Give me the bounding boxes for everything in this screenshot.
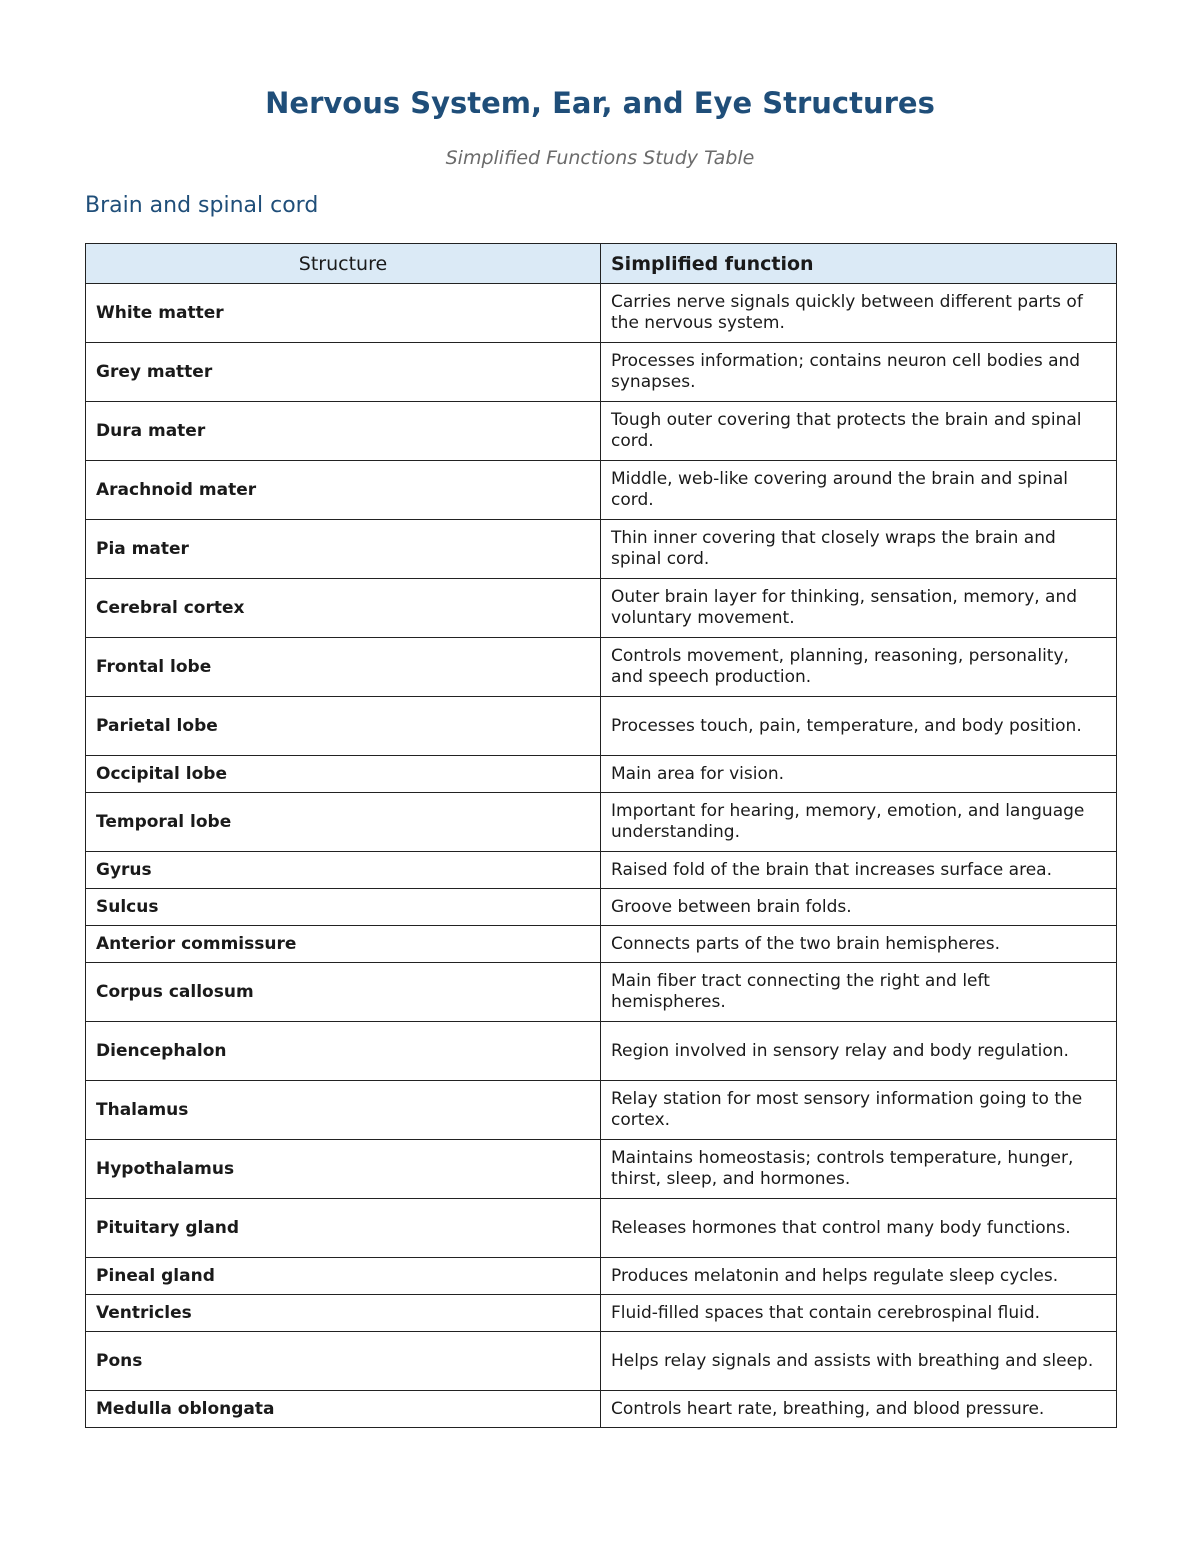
table-row [86,1081,1117,1140]
table-row [86,697,1117,756]
table-row [86,889,1117,926]
function-cell: Controls movement, planning, reasoning, personality, and speech production. [601,638,1117,697]
structure-cell: Diencephalon [86,1022,601,1081]
function-cell: Outer brain layer for thinking, sensation, memory, and voluntary movement. [601,579,1117,638]
structure-cell: Anterior commissure [86,926,601,963]
function-cell: Processes touch, pain, temperature, and body position. [601,697,1117,756]
section-heading: Brain and spinal cord [85,193,319,218]
table-row [86,1391,1117,1428]
structure-cell: Gyrus [86,852,601,889]
structure-cell: Grey matter [86,343,601,402]
function-cell: Tough outer covering that protects the brain and spinal cord. [601,402,1117,461]
structure-cell: Frontal lobe [86,638,601,697]
study-table [85,243,1117,1428]
structure-cell: Dura mater [86,402,601,461]
table-row [86,343,1117,402]
table-row [86,1022,1117,1081]
function-cell: Region involved in sensory relay and body regulation. [601,1022,1117,1081]
structure-cell: Temporal lobe [86,793,601,852]
function-cell: Helps relay signals and assists with breathing and sleep. [601,1332,1117,1391]
function-cell: Controls heart rate, breathing, and blood pressure. [601,1391,1117,1428]
table-row [86,793,1117,852]
table-row [86,402,1117,461]
table-row [86,1199,1117,1258]
column-header-structure: Structure [86,244,601,284]
document-title: Nervous System, Ear, and Eye Structures [265,86,935,120]
structure-cell: Sulcus [86,889,601,926]
function-cell: Releases hormones that control many body functions. [601,1199,1117,1258]
table-row [86,520,1117,579]
function-cell: Carries nerve signals quickly between different parts of the nervous system. [601,284,1117,343]
structure-cell: Hypothalamus [86,1140,601,1199]
structure-cell: Pia mater [86,520,601,579]
table-row [86,638,1117,697]
function-cell: Maintains homeostasis; controls temperature, hunger, thirst, sleep, and hormones. [601,1140,1117,1199]
table-row [86,1140,1117,1199]
table-row [86,756,1117,793]
function-cell: Main area for vision. [601,756,1117,793]
structure-cell: Pituitary gland [86,1199,601,1258]
function-cell: Connects parts of the two brain hemispheres. [601,926,1117,963]
table-row [86,579,1117,638]
structure-cell: Cerebral cortex [86,579,601,638]
table-row [86,852,1117,889]
structure-cell: Ventricles [86,1295,601,1332]
function-cell: Relay station for most sensory information going to the cortex. [601,1081,1117,1140]
table-row [86,963,1117,1022]
function-cell: Important for hearing, memory, emotion, and language understanding. [601,793,1117,852]
function-cell: Middle, web-like covering around the brain and spinal cord. [601,461,1117,520]
structure-cell: Occipital lobe [86,756,601,793]
structure-cell: Arachnoid mater [86,461,601,520]
table-body [86,284,1117,1428]
structure-cell: Medulla oblongata [86,1391,601,1428]
structure-cell: White matter [86,284,601,343]
function-cell: Thin inner covering that closely wraps the brain and spinal cord. [601,520,1117,579]
table-header-row [86,244,1117,284]
column-header-function: Simplified function [601,244,1117,284]
structure-cell: Pons [86,1332,601,1391]
structure-cell: Pineal gland [86,1258,601,1295]
table-row [86,1332,1117,1391]
document-subtitle: Simplified Functions Study Table [445,147,755,169]
structure-cell: Thalamus [86,1081,601,1140]
function-cell: Processes information; contains neuron cell bodies and synapses. [601,343,1117,402]
function-cell: Main fiber tract connecting the right and left hemispheres. [601,963,1117,1022]
structure-cell: Parietal lobe [86,697,601,756]
structure-cell: Corpus callosum [86,963,601,1022]
table-row [86,461,1117,520]
function-cell: Produces melatonin and helps regulate sleep cycles. [601,1258,1117,1295]
table-row [86,926,1117,963]
function-cell: Groove between brain folds. [601,889,1117,926]
function-cell: Fluid-filled spaces that contain cerebrospinal fluid. [601,1295,1117,1332]
table-row [86,284,1117,343]
function-cell: Raised fold of the brain that increases surface area. [601,852,1117,889]
table-row [86,1258,1117,1295]
table-row [86,1295,1117,1332]
